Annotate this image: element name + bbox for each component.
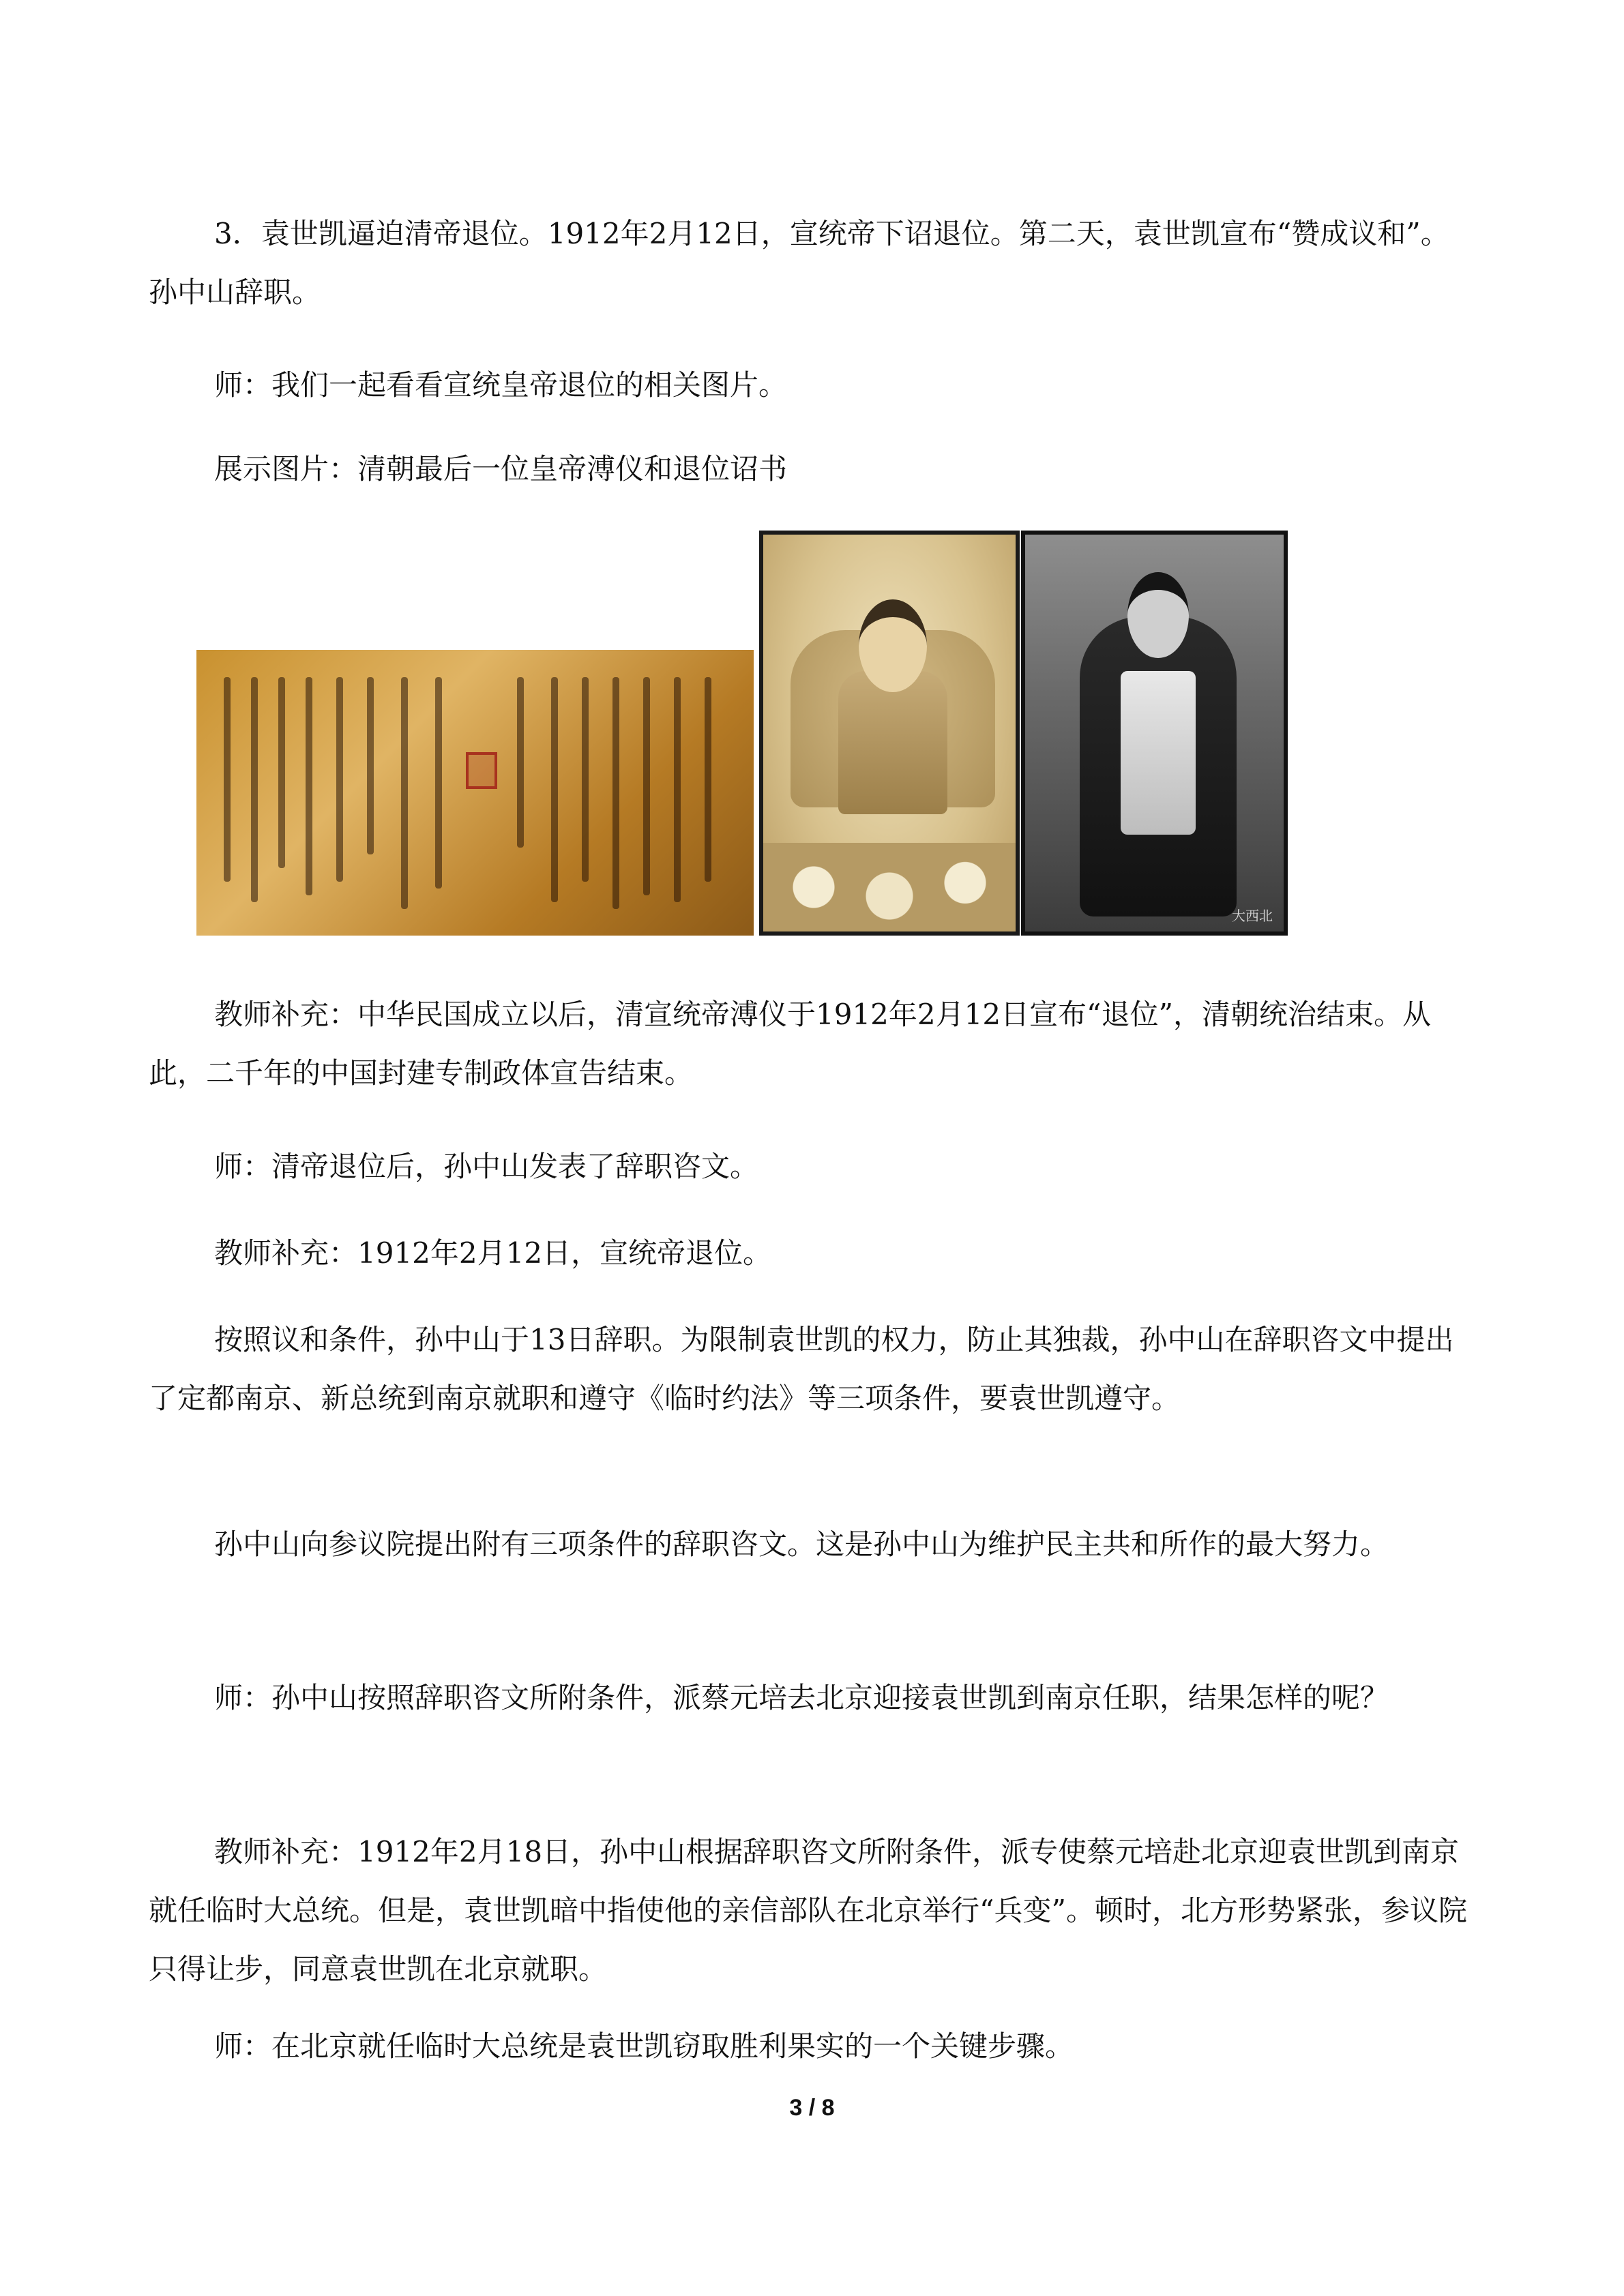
paragraph-resignation-notice: 师：清帝退位后，孙中山发表了辞职咨文。	[214, 1150, 759, 1183]
seal-stamp	[466, 752, 497, 789]
paragraph-key-step: 师：在北京就任临时大总统是袁世凯窃取胜利果实的一个关键步骤。	[214, 2029, 1074, 2063]
paragraph-show-pictures: 展示图片：清朝最后一位皇帝溥仪和退位诏书	[214, 452, 788, 486]
paragraph-date-abdication: 教师补充：1912年2月12日，宣统帝退位。	[214, 1236, 772, 1270]
paragraph-teacher-look-pictures: 师：我们一起看看宣统皇帝退位的相关图片。	[214, 368, 788, 402]
paragraph-three-conditions: 按照议和条件，孙中山于13日辞职。为限制袁世凯的权力，防止其独裁，孙中山在辞职咨文中提出了定都南京、新总统到南京就职和遵守《临时约法》等三项条件，要袁世凯遵守。	[149, 1323, 1454, 1415]
page-number: 3 / 8	[789, 2095, 835, 2121]
abdication-photo-group	[196, 531, 1288, 936]
puyi-portrait-photo	[1021, 531, 1288, 936]
paragraph-abdication: 3．袁世凯逼迫清帝退位。1912年2月12日，宣统帝下诏退位。第二天，袁世凯宣布“赞成议和”。孙中山辞职。	[149, 217, 1449, 309]
photo-watermark: 大西北	[1232, 908, 1273, 924]
paragraph-cai-yuanpei: 师：孙中山按照辞职咨文所附条件，派蔡元培去北京迎接袁世凯到南京任职，结果怎样的呢？	[214, 1681, 1389, 1714]
abdication-edict-image	[196, 650, 754, 936]
paragraph-greatest-effort: 孙中山向参议院提出附有三项条件的辞职咨文。这是孙中山为维护民主共和所作的最大努力。	[214, 1527, 1389, 1561]
paragraph-mutiny: 教师补充：1912年2月18日，孙中山根据辞职咨文所附条件，派专使蔡元培赴北京迎袁世凯到南京就任临时大总统。但是，袁世凯暗中指使他的亲信部队在北京举行“兵变”。顿时，北方形势紧张，参议院只得让步，同意袁世凯在北京就职。	[149, 1835, 1467, 1986]
child-puyi-photo	[759, 531, 1020, 936]
paragraph-qing-end: 教师补充：中华民国成立以后，清宣统帝溥仪于1912年2月12日宣布“退位”，清朝统治结束。从此，二千年的中国封建专制政体宣告结束。	[149, 998, 1431, 1090]
